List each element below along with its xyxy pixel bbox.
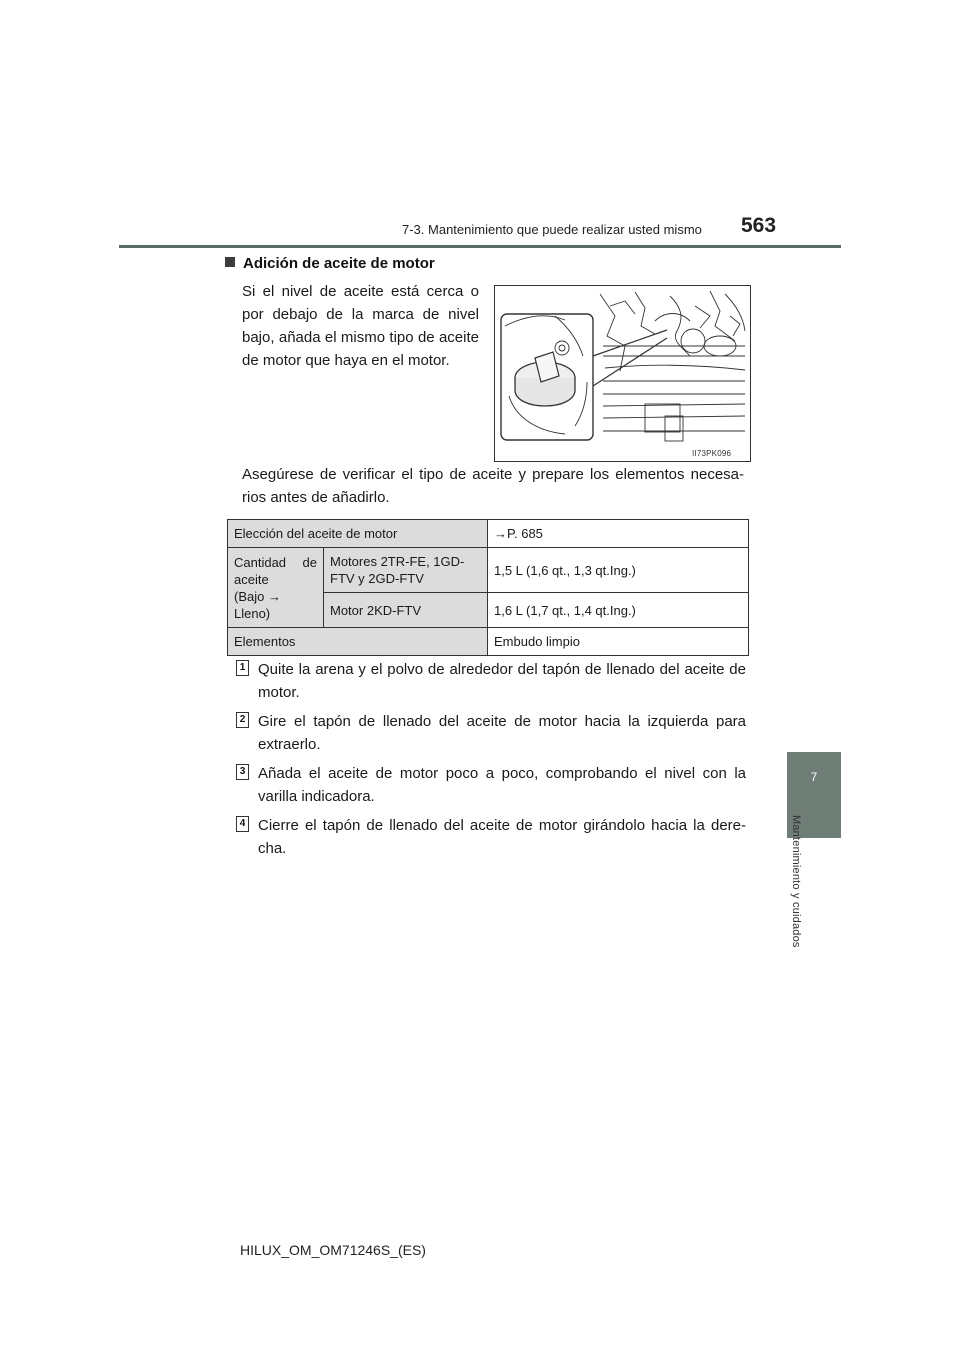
step-text: Cierre el tapón de llenado del aceite de motor girándolo hacia la dere-cha. xyxy=(258,817,746,857)
engine-type-a: Motores 2TR-FE, 1GD-FTV y 2GD-FTV xyxy=(324,548,488,593)
intro-paragraph: Si el nivel de aceite está cerca o por debajo de la marca de nivel bajo, añada el mismo tipo de aceite de motor que haya en el motor. xyxy=(242,283,479,369)
step-number: 1 xyxy=(236,660,249,676)
step-item xyxy=(236,762,746,808)
step-text: Quite la arena y el polvo de alrededor del tapón de llenado del aceite de motor. xyxy=(258,661,746,701)
square-bullet-icon xyxy=(225,257,235,267)
oil-selection-label: Elección del aceite de motor xyxy=(228,520,488,548)
step-number: 3 xyxy=(236,764,249,780)
oil-quantity-label-line: Lleno) xyxy=(234,605,271,621)
chapter-label: Mantenimiento y cuidados xyxy=(790,815,802,948)
footer-doc-code: HILUX_OM_OM71246S_(ES) xyxy=(240,1242,426,1258)
procedure-steps xyxy=(236,658,746,866)
oil-quantity-label-line: Cantidad de aceite xyxy=(234,554,317,587)
figure-code: II73PK096 xyxy=(692,449,732,458)
table-row xyxy=(228,548,749,593)
engine-type-b-quantity: 1,6 L (1,7 qt., 1,4 qt.Ing.) xyxy=(488,593,749,628)
oil-quantity-label-line: (Bajo → xyxy=(234,588,281,604)
items-value: Embudo limpio xyxy=(488,628,749,656)
table-row xyxy=(228,628,749,656)
engine-bay-drawing xyxy=(495,286,750,461)
engine-type-a-quantity: 1,5 L (1,6 qt., 1,3 qt.Ing.) xyxy=(488,548,749,593)
chapter-number: 7 xyxy=(810,770,818,784)
header-section-title: 7-3. Mantenimiento que puede realizar usted mismo xyxy=(402,222,702,237)
items-label: Elementos xyxy=(228,628,488,656)
oil-quantity-label xyxy=(228,548,324,628)
step-number: 4 xyxy=(236,816,249,832)
oil-spec-table xyxy=(227,519,749,656)
section-heading xyxy=(225,255,435,272)
header-divider xyxy=(119,245,841,248)
table-row xyxy=(228,520,749,548)
engine-bay-illustration xyxy=(494,285,751,462)
engine-type-b: Motor 2KD-FTV xyxy=(324,593,488,628)
oil-selection-reference: →P. 685 xyxy=(488,520,749,548)
step-item xyxy=(236,658,746,704)
step-item xyxy=(236,710,746,756)
step-text: Añada el aceite de motor poco a poco, comprobando el nivel con la varilla indicadora. xyxy=(258,765,746,805)
step-item xyxy=(236,814,746,860)
step-text: Gire el tapón de llenado del aceite de motor hacia la izquierda para extraerlo. xyxy=(258,713,746,753)
preparation-note: Asegúrese de verificar el tipo de aceite y prepare los elementos necesa-rios antes de añadirlo. xyxy=(242,466,744,506)
section-heading-text: Adición de aceite de motor xyxy=(243,255,435,272)
step-number: 2 xyxy=(236,712,249,728)
page-number: 563 xyxy=(741,214,777,237)
